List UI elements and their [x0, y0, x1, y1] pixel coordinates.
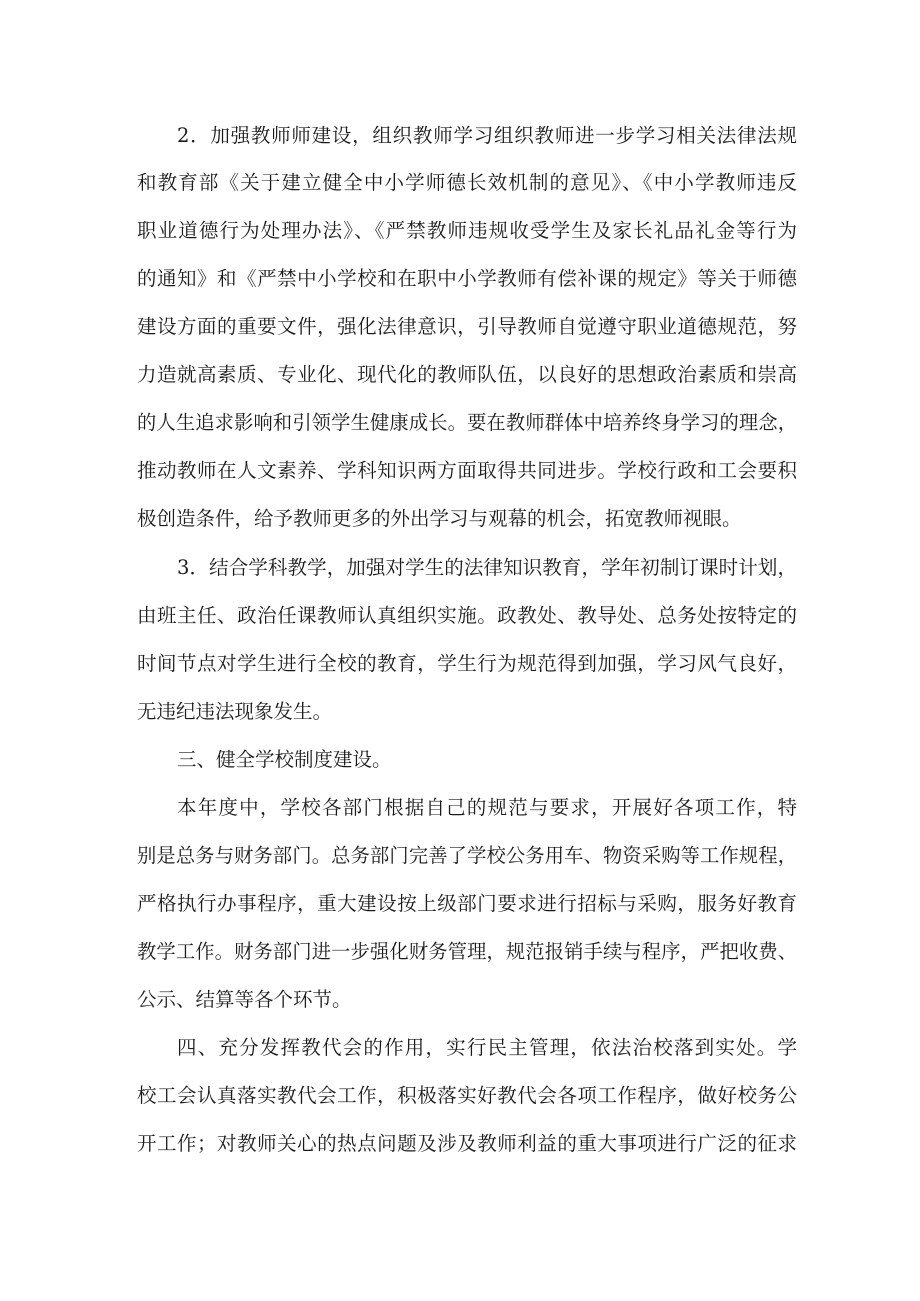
paragraph-line: 严格执行办事程序，重大建设按上级部门要求进行招标与采购，服务好教育	[137, 892, 797, 915]
paragraph-line: 建设方面的重要文件，强化法律意识，引导教师自觉遵守职业道德规范，努	[137, 315, 797, 338]
paragraph-line: 的人生追求影响和引领学生健康成长。要在教师群体中培养终身学习的理念，	[137, 411, 797, 434]
paragraph-line: 极创造条件，给予教师更多的外出学习与观幕的机会，拓宽教师视眼。	[137, 507, 742, 530]
paragraph-line: 无违纪违法现象发生。	[137, 700, 333, 723]
paragraph-line: 推动教师在人文素养、学科知识两方面取得共同进步。学校行政和工会要积	[137, 459, 797, 482]
paragraph-line: 的通知》和《严禁中小学校和在职中小学教师有偿补课的规定》等关于师德	[137, 267, 797, 290]
paragraph-line: 校工会认真落实教代会工作，积极落实好教代会各项工作程序，做好校务公	[137, 1084, 797, 1107]
paragraph-line: 公示、结算等各个环节。	[137, 988, 352, 1011]
paragraph-line: 开工作；对教师关心的热点问题及涉及教师利益的重大事项进行广泛的征求	[137, 1132, 797, 1155]
paragraph-line: 力造就高素质、专业化、现代化的教师队伍，以良好的思想政治素质和崇高	[137, 363, 797, 386]
paragraph-line: 教学工作。财务部门进一步强化财务管理，规范报销手续与程序，严把收费、	[137, 940, 797, 963]
paragraph-line: 时间节点对学生进行全校的教育，学生行为规范得到加强，学习风气良好，	[137, 652, 797, 675]
section-heading: 三、健全学校制度建设。	[177, 748, 392, 771]
paragraph-line: 由班主任、政治任课教师认真组织实施。政教处、教导处、总务处按特定的	[137, 604, 797, 627]
paragraph-line: 职业道德行为处理办法》、《严禁教师违规收受学生及家长礼品礼金等行为	[137, 219, 797, 242]
paragraph-line: 3．结合学科教学，加强对学生的法律知识教育，学年初制订课时计划，	[177, 556, 797, 579]
paragraph-line: 本年度中，学校各部门根据自己的规范与要求，开展好各项工作，特	[177, 796, 797, 819]
paragraph-line: 2．加强教师师建设，组织教师学习组织教师进一步学习相关法律法规	[177, 124, 797, 147]
paragraph-line: 别是总务与财务部门。总务部门完善了学校公务用车、物资采购等工作规程，	[137, 844, 797, 867]
section-heading: 四、充分发挥教代会的作用，实行民主管理，依法治校落到实处。学	[177, 1036, 797, 1059]
paragraph-line: 和教育部《关于建立健全中小学师德长效机制的意见》、《中小学教师违反	[137, 171, 797, 194]
